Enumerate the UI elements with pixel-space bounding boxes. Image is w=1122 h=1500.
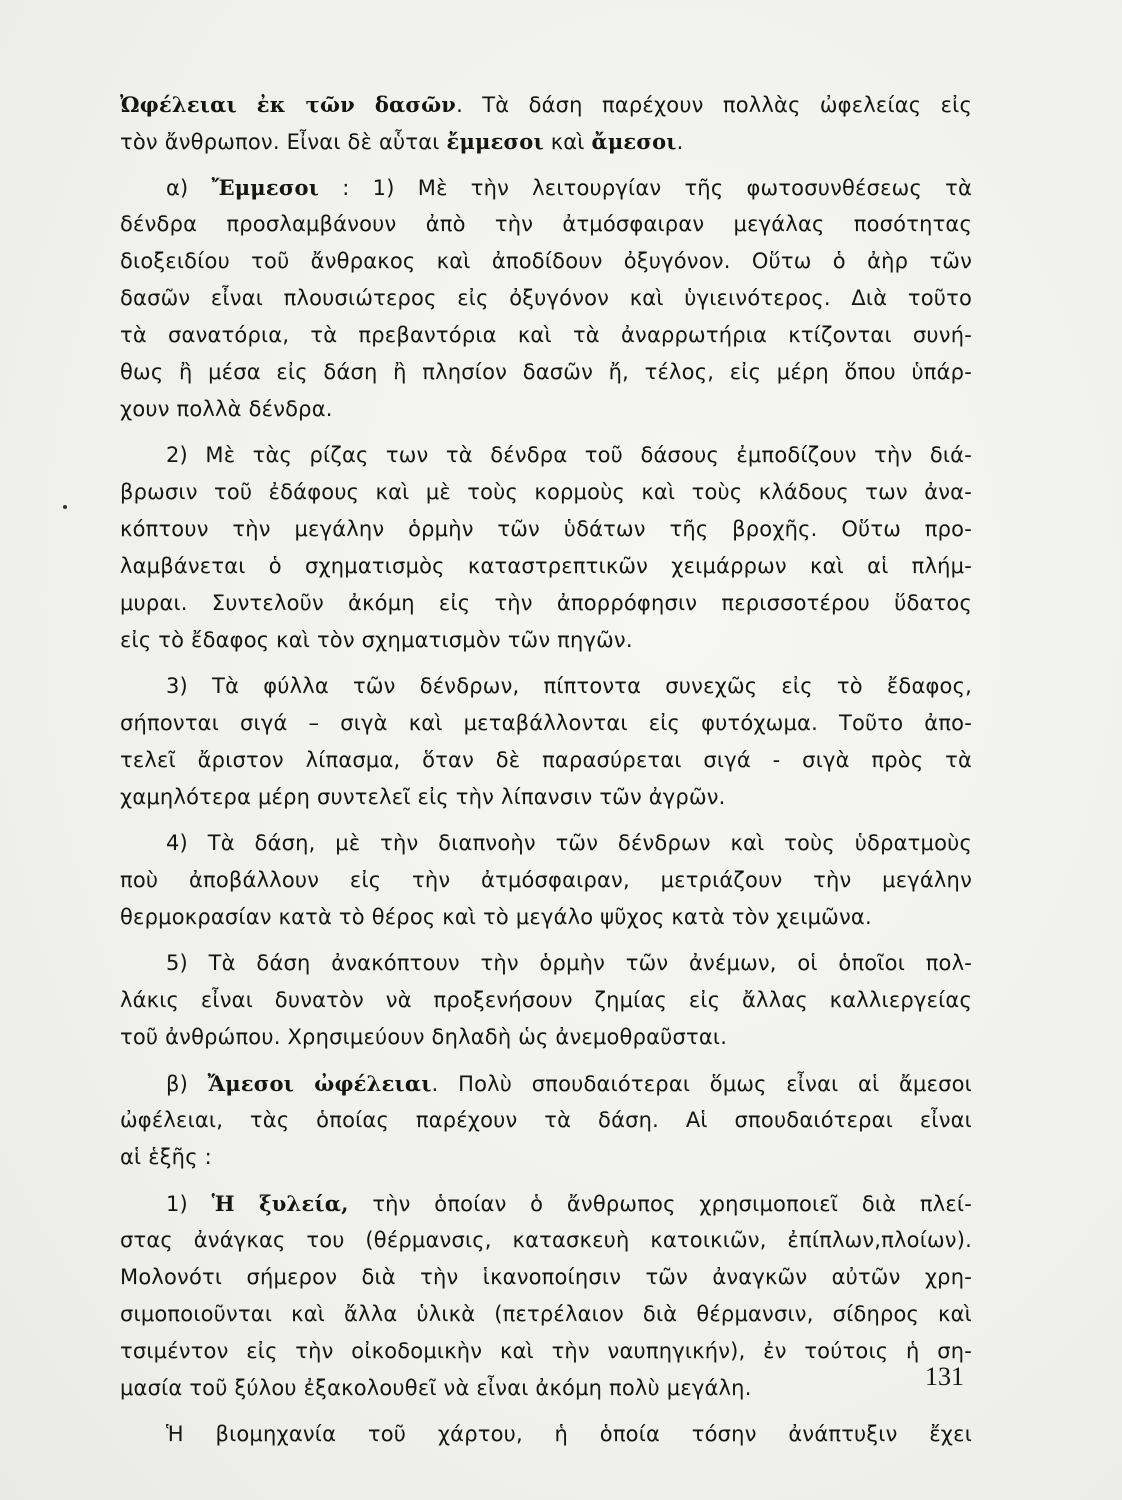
subheading: Ἄμεσοι ὠφέλειαι [207, 1071, 432, 1096]
text-line: στας ἀνάγκας του (θέρμανσις, κατασκευὴ κατοικιῶν, ἐπίπλων,πλοίων). [120, 1228, 972, 1252]
text-line: διοξειδίου τοῦ ἄνθρακος καὶ ἀποδίδουν ὀξυγόνον. Οὕτω ὁ ἀὴρ τῶν [120, 249, 972, 273]
text-line: β) Ἄμεσοι ὠφέλειαι. Πολὺ σπουδαιότεραι ὅμως εἶναι αἱ ἄμεσοι [166, 1071, 972, 1096]
text-line: λάκις εἶναι δυνατὸν νὰ προξενήσουν ζημίας εἰς ἄλλας καλλιεργείας [120, 988, 972, 1012]
text-line: Ἡ βιομηχανία τοῦ χάρτου, ἡ ὁποία τόσην ἀνάπτυξιν ἔχει [166, 1422, 972, 1446]
text-line: βρωσιν τοῦ ἐδάφους καὶ μὲ τοὺς κορμοὺς καὶ τοὺς κλάδους των ἀνα- [120, 480, 972, 504]
text-line: α) Ἔμμεσοι : 1) Μὲ τὴν λειτουργίαν τῆς φωτοσυνθέσεως τὰ [166, 175, 972, 200]
text-line: μυραι. Συντελοῦν ἀκόμη εἰς τὴν ἀπορρόφησιν περισσοτέρου ὕδατος [120, 591, 972, 615]
text-line: αἱ ἑξῆς : [120, 1145, 212, 1169]
text-line: τελεῖ ἄριστον λίπασμα, ὅταν δὲ παρασύρεται σιγά - σιγὰ πρὸς τὰ [120, 748, 972, 772]
subheading: Ἔμμεσοι [211, 175, 320, 200]
margin-dot [63, 505, 67, 509]
text-line: Μολονότι σήμερον διὰ τὴν ἱκανοποίησιν τῶν ἀναγκῶν αὐτῶν χρη- [120, 1265, 972, 1289]
text-line: τοῦ ἀνθρώπου. Χρησιμεύουν δηλαδὴ ὡς ἀνεμοθραῦσται. [120, 1025, 728, 1049]
text-line: τὰ σανατόρια, τὰ πρεβαντόρια καὶ τὰ ἀναρρωτήρια κτίζονται συνή- [120, 323, 972, 347]
text-line: 1) Ἡ ξυλεία, τὴν ὁποίαν ὁ ἄνθρωπος χρησιμοποιεῖ διὰ πλεί- [166, 1191, 972, 1216]
body-text [120, 86, 972, 1453]
text-line: τὸν ἄνθρωπον. Εἶναι δὲ αὗται ἔμμεσοι καὶ ἄμεσοι. [120, 129, 684, 154]
text-line: χαμηλότερα μέρη συντελεῖ εἰς τὴν λίπανσιν τῶν ἀγρῶν. [120, 785, 726, 809]
text-line: εἰς τὸ ἔδαφος καὶ τὸν σχηματισμὸν τῶν πηγῶν. [120, 628, 633, 652]
text-line: Ὠφέλειαι ἐκ τῶν δασῶν. Τὰ δάση παρέχουν πολλὰς ὠφελείας εἰς [120, 92, 972, 117]
text-line: χουν πολλὰ δένδρα. [120, 397, 333, 421]
text-line: δασῶν εἶναι πλουσιώτερος εἰς ὀξυγόνον καὶ ὑγιεινότερος. Διὰ τοῦτο [120, 286, 972, 310]
text-line: σιμοποιοῦνται καὶ ἄλλα ὑλικὰ (πετρέλαιον διὰ θέρμανσιν, σίδηρος καὶ [120, 1302, 972, 1326]
text-line: σήπονται σιγά – σιγὰ καὶ μεταβάλλονται εἰς φυτόχωμα. Τοῦτο ἀπο- [120, 711, 972, 735]
page-number: 131 [925, 1362, 964, 1391]
text-line: θερμοκρασίαν κατὰ τὸ θέρος καὶ τὸ μεγάλο ψῦχος κατὰ τὸν χειμῶνα. [120, 905, 872, 929]
text-line: κόπτουν τὴν μεγάλην ὁρμὴν τῶν ὑδάτων τῆς βροχῆς. Οὕτω προ- [120, 517, 972, 541]
text-line: τσιμέντον εἰς τὴν οἰκοδομικὴν καὶ τὴν ναυπηγικήν), ἐν τούτοις ἡ ση- [120, 1339, 972, 1363]
text-line: μασία τοῦ ξύλου ἐξακολουθεῖ νὰ εἶναι ἀκόμη πολὺ μεγάλη. [120, 1376, 752, 1400]
text-line: ποὺ ἀποβάλλουν εἰς τὴν ἀτμόσφαιραν, μετριάζουν τὴν μεγάλην [120, 868, 972, 892]
text-line: δένδρα προσλαμβάνουν ἀπὸ τὴν ἀτμόσφαιραν μεγάλας ποσότητας [120, 212, 972, 236]
text-line: 2) Μὲ τὰς ρίζας των τὰ δένδρα τοῦ δάσους ἐμποδίζουν τὴν διά- [166, 443, 972, 467]
text-line: ὠφέλειαι, τὰς ὁποίας παρέχουν τὰ δάση. Αἱ σπουδαιότεραι εἶναι [120, 1108, 972, 1132]
text-line: θως ἢ μέσα εἰς δάση ἢ πλησίον δασῶν ἤ, τέλος, εἰς μέρη ὅπου ὑπάρ- [120, 360, 972, 384]
text-line: 5) Τὰ δάση ἀνακόπτουν τὴν ὁρμὴν τῶν ἀνέμων, οἱ ὁποῖοι πολ- [166, 951, 972, 975]
text-line: 4) Τὰ δάση, μὲ τὴν διαπνοὴν τῶν δένδρων καὶ τοὺς ὑδρατμοὺς [166, 831, 972, 855]
text-line: λαμβάνεται ὁ σχηματισμὸς καταστρεπτικῶν χειμάρρων καὶ αἱ πλήμ- [120, 554, 972, 578]
section-heading: Ὠφέλειαι ἐκ τῶν δασῶν [120, 92, 457, 117]
text-line: 3) Τὰ φύλλα τῶν δένδρων, πίπτοντα συνεχῶς εἰς τὸ ἔδαφος, [166, 674, 972, 698]
subheading: Ἡ ξυλεία, [211, 1191, 349, 1216]
